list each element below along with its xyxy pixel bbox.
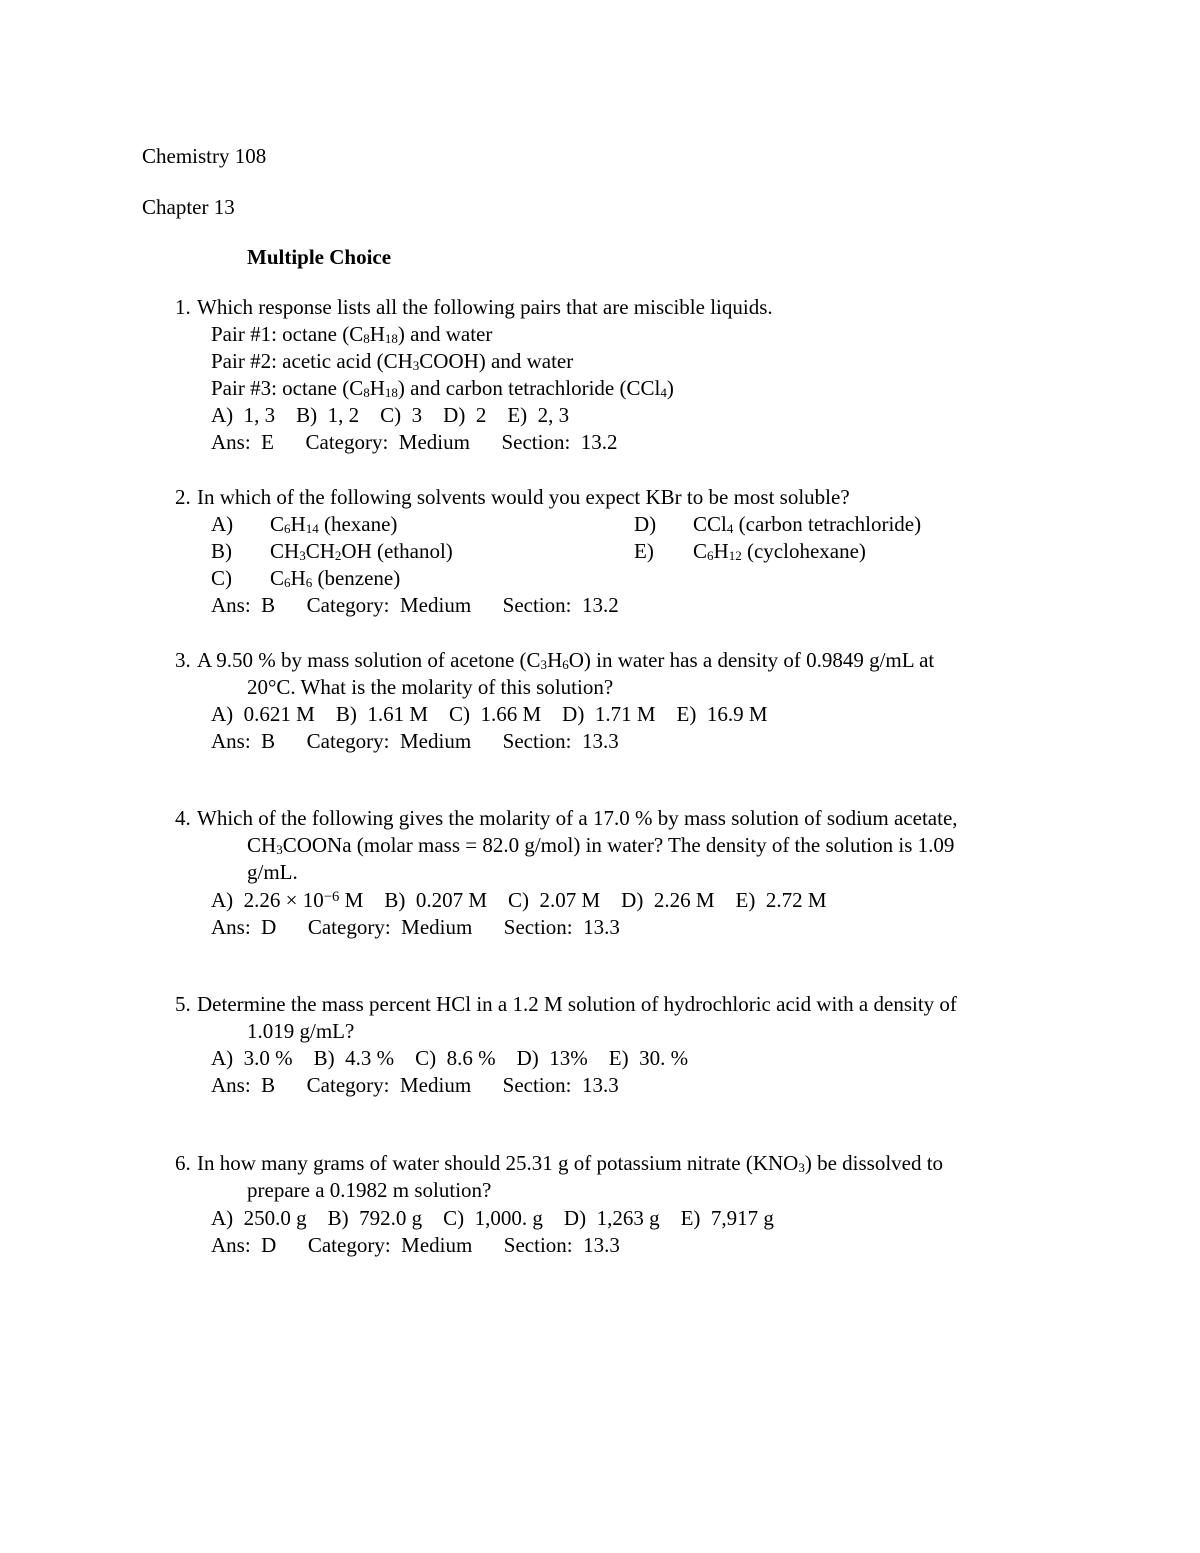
question-1-choices: A) 1, 3 B) 1, 2 C) 3 D) 2 E) 2, 3 — [211, 403, 570, 427]
question-2-stem: 2. In which of the following solvents would you expect KBr to be most soluble? — [175, 485, 850, 509]
question-4-stem: 4. Which of the following gives the molarity of a 17.0 % by mass solution of sodium acetate, — [175, 806, 958, 830]
question-6-stem-line-2: prepare a 0.1982 m solution? — [247, 1178, 492, 1202]
question-5-answer: Ans: B Category: Medium Section: 13.3 — [211, 1073, 619, 1097]
option-a-letter: A) — [211, 512, 234, 536]
question-4-answer: Ans: D Category: Medium Section: 13.3 — [211, 915, 620, 939]
question-1-answer: Ans: E Category: Medium Section: 13.2 — [211, 430, 618, 454]
course-title: Chemistry 108 — [142, 144, 267, 168]
question-6-choices: A) 250.0 g B) 792.0 g C) 1,000. g D) 1,263 g E) 7,917 g — [211, 1206, 774, 1230]
option-e-text: $C_6H_{12}$ (cyclohexane) — [693, 539, 866, 563]
question-number: 4. — [175, 806, 191, 830]
option-b-text: $CH_3CH_2OH$ (ethanol) — [270, 539, 453, 563]
option-c-text: $C_6H_6$ (benzene) — [270, 566, 401, 590]
option-e-letter: E) — [634, 539, 654, 563]
question-5-stem-line-2: 1.019 g/mL? — [247, 1019, 355, 1043]
question-1-stem: 1. Which response lists all the following pairs that are miscible liquids. — [175, 295, 773, 319]
option-b-letter: B) — [211, 539, 232, 563]
question-4-stem-line-2: $CH_3COONa$ (molar mass = 82.0 g/mol) in water? The density of the solution is 1.09 — [247, 833, 955, 857]
question-number: 6. — [175, 1151, 191, 1175]
question-number: 5. — [175, 992, 191, 1016]
question-4-stem-line-3: g/mL. — [247, 860, 298, 884]
option-a-text: $C_6H_{14}$ (hexane) — [270, 512, 398, 536]
question-3-stem-line-2: 20°C. What is the molarity of this solution? — [247, 675, 614, 699]
question-1-pair-1: Pair #1: octane $(C_8H_{18})$ and water — [211, 322, 493, 346]
question-6-stem: 6. In how many grams of water should 25.31 g of potassium nitrate $(KNO_3)$ be dissolved to — [175, 1151, 944, 1175]
question-1-pair-3: Pair #3: octane $(C_8H_{18})$ and carbon tetrachloride (CCl$_4$) — [211, 376, 674, 400]
question-5-stem: 5. Determine the mass percent HCl in a 1.2 M solution of hydrochloric acid with a density of — [175, 992, 957, 1016]
option-c-letter: C) — [211, 566, 232, 590]
question-1-pair-2: Pair #2: acetic acid $(CH_3COOH)$ and water — [211, 349, 574, 373]
section-heading: Multiple Choice — [247, 245, 392, 269]
option-d-text: CCl$_4$ (carbon tetrachloride) — [693, 512, 922, 536]
question-3-answer: Ans: B Category: Medium Section: 13.3 — [211, 729, 619, 753]
question-number: 2. — [175, 485, 191, 509]
question-number: 1. — [175, 295, 191, 319]
question-number: 3. — [175, 648, 191, 672]
option-d-letter: D) — [634, 512, 657, 536]
question-3-choices: A) 0.621 M B) 1.61 M C) 1.66 M D) 1.71 M E) 16.9 M — [211, 702, 768, 726]
question-5-choices: A) 3.0 % B) 4.3 % C) 8.6 % D) 13% E) 30. % — [211, 1046, 689, 1070]
question-3-stem: 3. A 9.50 % by mass solution of acetone $(C_3H_6O)$ in water has a density of 0.9849 g/mL at — [175, 648, 935, 672]
question-2-answer: Ans: B Category: Medium Section: 13.2 — [211, 593, 619, 617]
question-6-answer: Ans: D Category: Medium Section: 13.3 — [211, 1233, 620, 1257]
chapter-title: Chapter 13 — [142, 195, 235, 219]
question-4-choices: A) $2.26 \times 10^{-6}$ M B) 0.207 M C) 2.07 M D) 2.26 M E) 2.72 M — [211, 888, 827, 912]
